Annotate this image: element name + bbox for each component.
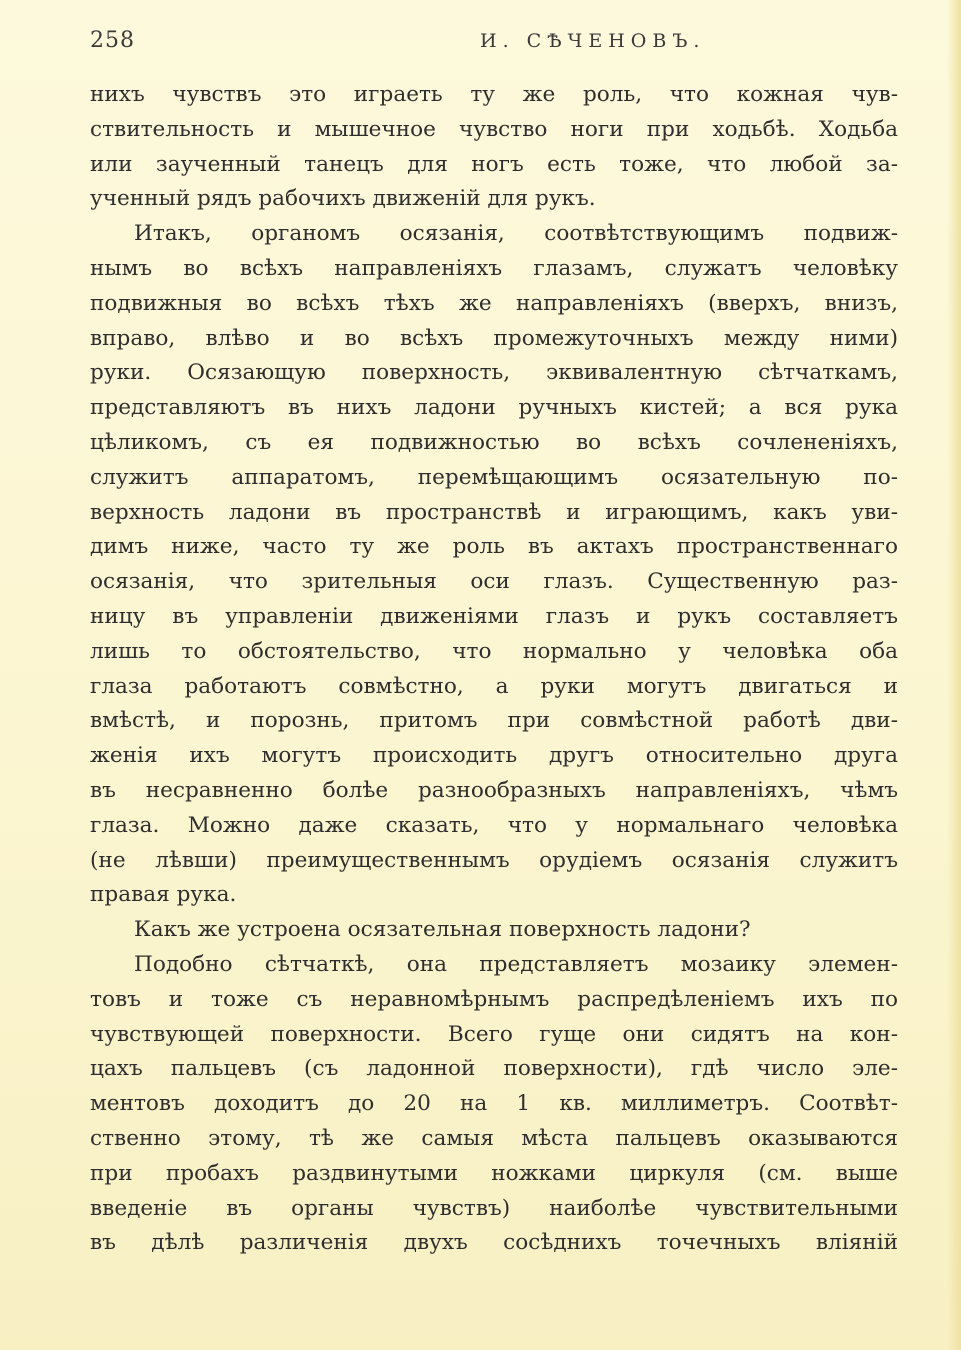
body-text bbox=[90, 78, 898, 1261]
text-line: представляютъ въ нихъ ладони ручныхъ кистей; а вся рука bbox=[90, 395, 898, 421]
text-line: ученный рядъ рабочихъ движеній для рукъ. bbox=[90, 186, 596, 212]
text-line: ментовъ доходитъ до 20 на 1 кв. миллиметръ. Соотвѣт- bbox=[90, 1091, 898, 1117]
text-line: въ несравненно болѣе разнообразныхъ направленіяхъ, чѣмъ bbox=[90, 777, 898, 803]
text-line: осязанія, что зрительныя оси глазъ. Существенную раз- bbox=[90, 569, 898, 595]
text-line: женія ихъ могутъ происходить другъ относительно друга bbox=[90, 743, 898, 769]
text-line: введеніе въ органы чувствъ) наиболѣе чувствительными bbox=[90, 1195, 898, 1221]
text-line: нымъ во всѣхъ направленіяхъ глазамъ, служатъ человѣку bbox=[90, 255, 898, 281]
text-line: цахъ пальцевъ (съ ладонной поверхности), гдѣ число эле- bbox=[90, 1056, 898, 1082]
text-line: вмѣстѣ, и порознь, притомъ при совмѣстной работѣ дви- bbox=[90, 708, 898, 734]
text-line: верхность ладони въ пространствѣ и играющимъ, какъ уви- bbox=[90, 499, 898, 525]
text-line: въ дѣлѣ различенія двухъ сосѣднихъ точечныхъ вліяній bbox=[90, 1230, 898, 1256]
text-line: глаза. Можно даже сказать, что у нормальнаго человѣка bbox=[90, 812, 898, 838]
text-line: товъ и тоже съ неравномѣрнымъ распредѣленіемъ ихъ по bbox=[90, 986, 898, 1012]
text-line: димъ ниже, часто ту же роль въ актахъ пространственнаго bbox=[90, 534, 898, 560]
text-line: подвижныя во всѣхъ тѣхъ же направленіяхъ (вверхъ, внизъ, bbox=[90, 290, 898, 316]
text-line: вправо, влѣво и во всѣхъ промежуточныхъ между ними) bbox=[90, 325, 898, 351]
text-line: цѣликомъ, съ ея подвижностью во всѣхъ сочлененіяхъ, bbox=[90, 429, 898, 455]
page-header bbox=[90, 28, 898, 62]
text-line: служитъ аппаратомъ, перемѣщающимъ осязательную по- bbox=[90, 464, 898, 490]
text-line: правая рука. bbox=[90, 882, 237, 908]
text-line: глаза работаютъ совмѣстно, а руки могутъ двигаться и bbox=[90, 673, 898, 699]
text-line: ствительность и мышечное чувство ноги при ходьбѣ. Ходьба bbox=[90, 116, 898, 142]
text-line: ницу въ управленіи движеніями глазъ и рукъ составляетъ bbox=[90, 603, 898, 629]
text-line: Подобно сѣтчаткѣ, она представляетъ мозаику элемен- bbox=[134, 951, 898, 977]
running-head: И. СѢЧЕНОВЪ. bbox=[480, 30, 706, 52]
text-line: Итакъ, органомъ осязанія, соотвѣтствующимъ подвиж- bbox=[134, 221, 898, 247]
text-line: при пробахъ раздвинутыми ножками циркуля (см. выше bbox=[90, 1160, 898, 1186]
text-line: ственно этому, тѣ же самыя мѣста пальцевъ оказываются bbox=[90, 1125, 898, 1151]
text-line: руки. Осязающую поверхность, эквивалентную сѣтчаткамъ, bbox=[90, 360, 898, 386]
page-edge-shadow bbox=[947, 0, 961, 1350]
text-line: (не лѣвши) преимущественнымъ орудіемъ осязанія служитъ bbox=[90, 847, 898, 873]
page-number: 258 bbox=[90, 28, 135, 53]
text-line: чувствующей поверхности. Всего гуще они сидятъ на кон- bbox=[90, 1021, 898, 1047]
text-line: Какъ же устроена осязательная поверхность ладони? bbox=[134, 917, 751, 943]
text-line: лишь то обстоятельство, что нормально у человѣка оба bbox=[90, 638, 898, 664]
text-line: нихъ чувствъ это играеть ту же роль, что кожная чув- bbox=[90, 82, 898, 107]
text-line: или заученный танецъ для ногъ есть тоже, что любой за- bbox=[90, 151, 898, 177]
